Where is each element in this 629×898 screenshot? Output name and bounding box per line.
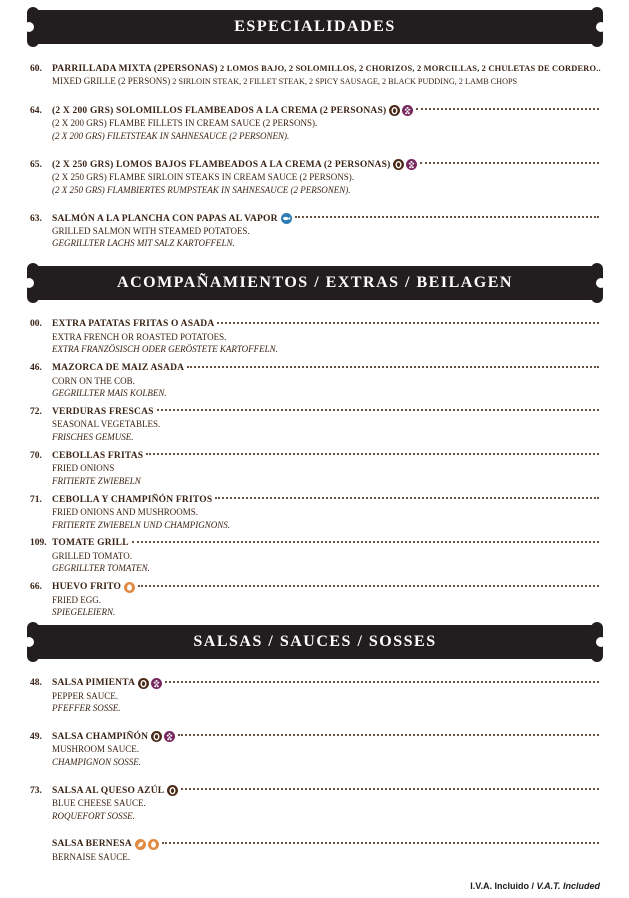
item-number: 71. [30, 494, 42, 505]
item-title-main: SALSA PIMIENTA [52, 678, 136, 689]
section-banner [30, 266, 600, 300]
allergen-egg-icon [124, 582, 135, 593]
allergen-milk-icon [389, 105, 400, 116]
item-title-main: SALSA BERNESA [52, 839, 132, 850]
item-translation-de: PFEFFER SOSSE. [52, 702, 121, 713]
menu-item-head [30, 838, 600, 851]
allergen-butter-icon [135, 839, 146, 850]
item-title-main: (2 X 200 GRS) SOLOMILLOS FLAMBEADOS A LA CREMA (2 PERSONAS) [52, 105, 387, 116]
item-translation-en-text: BLUE CHEESE SAUCE. [52, 798, 146, 809]
menu-item-head [30, 405, 600, 418]
item-translation-en-text: FRIED EGG. [52, 594, 101, 605]
item-translation-en-text: SEASONAL VEGETABLES. [52, 419, 161, 430]
dot-leader [132, 541, 599, 543]
item-title [52, 64, 601, 74]
item-translation-en [52, 550, 600, 562]
allergen-icons [135, 839, 159, 850]
dot-leader [215, 497, 599, 499]
item-translation-en [52, 331, 600, 343]
item-translation-de: (2 X 200 GRS) FILETSTEAK IN SAHNESAUCE (2 PERSONEN). [52, 130, 290, 141]
menu-item [30, 212, 600, 250]
item-title [52, 495, 212, 505]
banner-notch-left [24, 637, 34, 647]
dot-leader [187, 366, 599, 368]
menu-item [30, 318, 600, 356]
item-title [52, 214, 278, 224]
item-translation-de: CHAMPIGNON SOSSE. [52, 756, 141, 767]
allergen-icons [138, 678, 162, 689]
item-title-main: SALMÓN A LA PLANCHA CON PAPAS AL VAPOR [52, 213, 278, 224]
item-title [52, 538, 129, 548]
item-title [52, 363, 184, 373]
item-translation-en [52, 117, 600, 129]
dot-leader [420, 162, 599, 164]
dot-leader [146, 453, 599, 455]
allergen-icons [124, 582, 135, 593]
section-title: SALSAS / SAUCES / SOSSES [193, 632, 437, 650]
allergen-sulphites-icon [402, 105, 413, 116]
item-title-detail: 2 LOMOS BAJO, 2 SOLOMILLOS, 2 CHORIZOS, 2 MORCILLAS, 2 CHULETAS DE CORDERO.. [217, 63, 601, 73]
allergen-icons [389, 105, 413, 116]
item-title-main: (2 X 250 GRS) LOMOS BAJOS FLAMBEADOS A LA CREMA (2 PERSONAS) [52, 159, 391, 170]
item-translation-en-text: FRIED ONIONS [52, 463, 115, 474]
item-number: 60. [30, 63, 42, 74]
dot-leader [157, 409, 599, 411]
item-number: 109. [30, 538, 47, 549]
banner-notch-left [24, 22, 34, 32]
item-title-main: SALSA CHAMPIÑÓN [52, 731, 149, 742]
vat-notice-english: V.A.T. Included [536, 881, 600, 891]
menu-item-head [30, 62, 600, 75]
banner-notch-right [596, 278, 606, 288]
item-number: 00. [30, 319, 42, 330]
dot-leader [295, 216, 599, 218]
menu-item [30, 104, 600, 142]
allergen-icons [151, 731, 175, 742]
dot-leader [178, 734, 599, 736]
item-translation-en [52, 462, 600, 474]
section-title: ACOMPAÑAMIENTOS / EXTRAS / BEILAGEN [117, 273, 513, 291]
section-banner [30, 625, 600, 659]
menu-item [30, 493, 600, 531]
menu-item-head [30, 493, 600, 506]
vat-notice [470, 881, 600, 891]
vat-notice-separator: / [528, 881, 537, 891]
item-title-main: VERDURAS FRESCAS [52, 406, 154, 417]
item-translation-en-text: GRILLED SALMON WITH STEAMED POTATOES. [52, 226, 250, 237]
item-title [52, 732, 148, 742]
item-translation-en [52, 171, 600, 183]
menu-item [30, 158, 600, 196]
item-translation-en [52, 690, 600, 702]
allergen-icons [393, 159, 417, 170]
item-translation-en-text: MUSHROOM SAUCE. [52, 744, 140, 755]
item-translation-en-text: MIXED GRILLE (2 PERSONS) [52, 76, 171, 86]
item-translation-en-text: (2 X 200 GRS) FLAMBE FILLETS IN CREAM SAUCE (2 PERSONS). [52, 118, 318, 129]
item-title [52, 106, 386, 116]
allergen-milk-icon [138, 678, 149, 689]
banner-notch-left [24, 278, 34, 288]
item-translation-en [52, 375, 600, 387]
item-title [52, 678, 135, 688]
allergen-milk-icon [393, 159, 404, 170]
item-title-main: CEBOLLAS FRITAS [52, 450, 144, 461]
allergen-egg-icon [148, 839, 159, 850]
item-translation-de: FRITIERTE ZWIEBELN UND CHAMPIGNONS. [52, 519, 230, 530]
menu-item [30, 405, 600, 443]
item-translation-de: SPIEGELEIERN. [52, 607, 116, 618]
item-translation-en-detail: 2 SIRLOIN STEAK, 2 FILLET STEAK, 2 SPICY SAUSAGE, 2 BLACK PUDDING, 2 LAMB CHOPS [170, 77, 518, 86]
item-translation-en-text: EXTRA FRENCH OR ROASTED POTATOES. [52, 331, 227, 342]
item-translation-de: FRISCHES GEMUSE. [52, 431, 134, 442]
item-title-main: EXTRA PATATAS FRITAS O ASADA [52, 319, 215, 330]
item-translation-en-text: PEPPER SAUCE. [52, 690, 119, 701]
item-title [52, 839, 132, 849]
allergen-milk-icon [167, 785, 178, 796]
menu-item-head [30, 677, 600, 690]
item-translation-en-text: BERNAISE SAUCE. [52, 851, 131, 862]
item-translation-en [52, 225, 600, 237]
item-number: 70. [30, 450, 42, 461]
menu-item-head [30, 784, 600, 797]
item-translation-en [52, 418, 600, 430]
dot-leader [416, 108, 599, 110]
item-title [52, 582, 121, 592]
menu-item-head [30, 362, 600, 375]
item-title-main: PARRILLADA MIXTA (2PERSONAS) [52, 63, 218, 74]
item-title [52, 319, 214, 329]
item-translation-en-text: CORN ON THE COB. [52, 375, 135, 386]
section-banner [30, 10, 600, 44]
item-title-main: TOMATE GRILL [52, 538, 129, 549]
allergen-milk-icon [151, 731, 162, 742]
menu-item-head [30, 318, 600, 331]
item-title [52, 160, 390, 170]
dot-leader [162, 842, 599, 844]
item-translation-en [52, 506, 600, 518]
menu-item-head [30, 537, 600, 550]
menu-item [30, 838, 600, 863]
menu-item-head [30, 158, 600, 171]
item-translation-en [52, 797, 600, 809]
item-number: 66. [30, 582, 42, 593]
banner-notch-right [596, 22, 606, 32]
menu-item-head [30, 212, 600, 225]
item-number: 64. [30, 105, 42, 116]
item-title-main: CEBOLLA Y CHAMPIÑÓN FRITOS [52, 494, 213, 505]
item-translation-de: ROQUEFORT SOSSE. [52, 810, 135, 821]
allergen-fish-icon [281, 213, 292, 224]
dot-leader [138, 585, 599, 587]
item-translation-de: GEGRILLTER MAIS KOLBEN. [52, 388, 167, 399]
dot-leader [165, 681, 599, 683]
item-number: 49. [30, 731, 42, 742]
item-translation-en [52, 594, 600, 606]
allergen-sulphites-icon [406, 159, 417, 170]
item-translation-de: GEGRILLTER TOMATEN. [52, 563, 150, 574]
item-number: 65. [30, 159, 42, 170]
menu-item [30, 362, 600, 400]
item-translation-de: EXTRA FRANZÖSISCH ODER GERÖSTETE KARTOFFELN. [52, 344, 278, 355]
menu-item [30, 677, 600, 715]
menu-item [30, 449, 600, 487]
item-translation-en [52, 75, 600, 88]
item-translation-de: (2 X 250 GRS) FLAMBIERTES RUMPSTEAK IN SAHNESAUCE (2 PERSONEN). [52, 184, 351, 195]
item-translation-en-text: FRIED ONIONS AND MUSHROOMS. [52, 507, 199, 518]
item-number: 72. [30, 406, 42, 417]
item-translation-de: GEGRILLTER LACHS MIT SALZ KARTOFFELN. [52, 238, 235, 249]
menu-item-head [30, 104, 600, 117]
menu-item-head [30, 581, 600, 594]
allergen-sulphites-icon [151, 678, 162, 689]
item-translation-de: FRITIERTE ZWIEBELN [52, 475, 141, 486]
section-title: ESPECIALIDADES [234, 18, 396, 35]
allergen-icons [281, 213, 292, 224]
menu-item-head [30, 449, 600, 462]
menu-sections [30, 10, 600, 863]
item-number: 46. [30, 363, 42, 374]
dot-leader [217, 322, 599, 324]
dot-leader [181, 788, 599, 790]
item-title [52, 407, 154, 417]
menu-item [30, 730, 600, 768]
menu-item [30, 62, 600, 88]
item-translation-en [52, 851, 600, 863]
vat-notice-spanish: I.V.A. Incluido [470, 881, 529, 891]
item-translation-en [52, 743, 600, 755]
item-title-main: HUEVO FRITO [52, 582, 122, 593]
allergen-icons [167, 785, 178, 796]
item-title-main: MAZORCA DE MAIZ ASADA [52, 363, 185, 374]
allergen-sulphites-icon [164, 731, 175, 742]
menu-item [30, 537, 600, 575]
menu-item [30, 784, 600, 822]
item-number: 48. [30, 678, 42, 689]
item-number: 73. [30, 785, 42, 796]
item-translation-en-text: (2 X 250 GRS) FLAMBE SIRLOIN STEAKS IN CREAM SAUCE (2 PERSONS). [52, 172, 355, 183]
item-number: 63. [30, 213, 42, 224]
menu-item-head [30, 730, 600, 743]
item-title [52, 786, 164, 796]
item-title [52, 451, 143, 461]
item-title-main: SALSA AL QUESO AZÚL [52, 785, 165, 796]
item-translation-en-text: GRILLED TOMATO. [52, 550, 133, 561]
menu-item [30, 581, 600, 619]
banner-notch-right [596, 637, 606, 647]
